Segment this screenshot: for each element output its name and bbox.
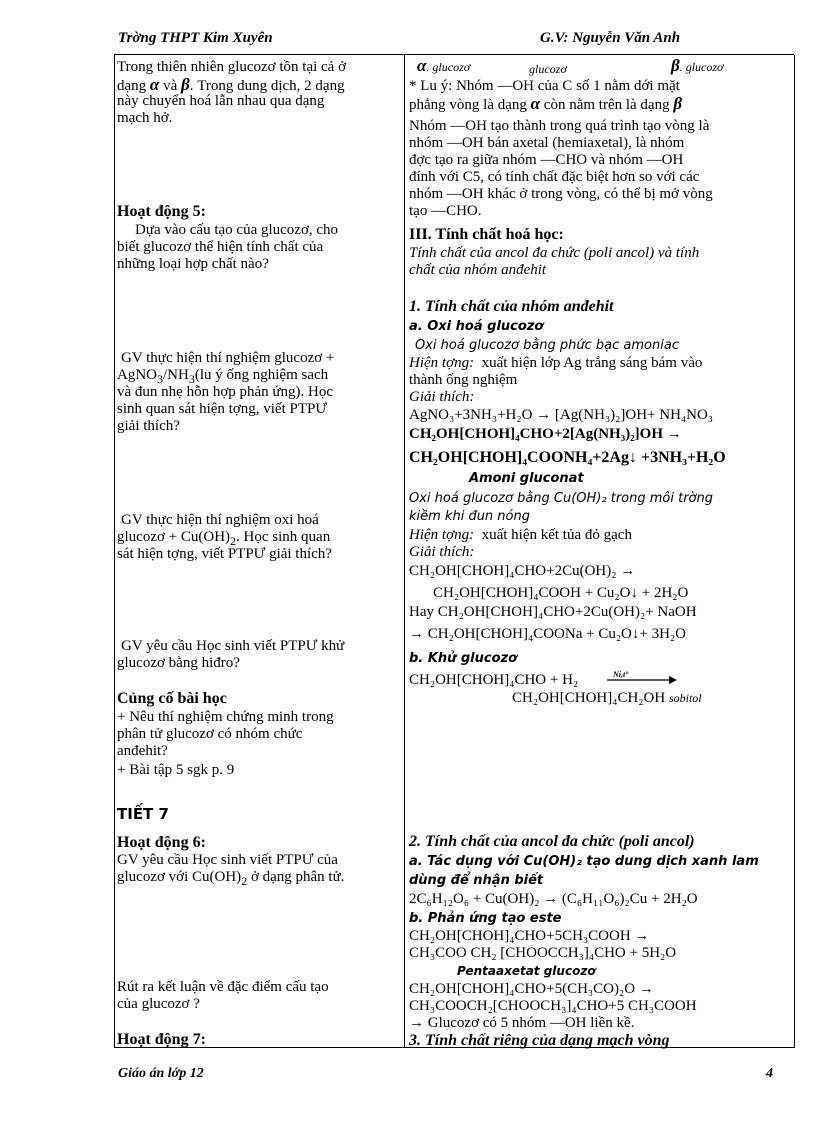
intro-line-3: này chuyển hoá lẫn nhau qua dạng (117, 93, 325, 109)
table-column-divider (404, 55, 405, 1048)
footer-title: Giáo án lớp 12 (118, 1066, 204, 1081)
explain-label-2: Giải thích: (409, 544, 475, 560)
observation-1: Hiện tợng: xuất hiện lớp Ag trắng sáng bám vào (409, 355, 703, 371)
experiment-1-line-5: giải thích? (117, 418, 180, 434)
intro-line-2: dạng α và β. Trong dung dịch, 2 dạng (117, 75, 345, 94)
silver-oxidation-line: Oxi hoá glucozơ bằng phức bạc amoniac (415, 338, 679, 353)
copper-complex-line-1: a. Tác dụng với Cu(OH)₂ tạo dung dịch xanh lam (409, 854, 759, 869)
note-line-2: phẳng vòng là dạng α còn nằm trên là dạng β (409, 94, 683, 113)
copper-complex-line-2: dùng để nhận biết (409, 873, 544, 888)
note-line-1: * Lu ý: Nhóm —OH của C số 1 nằm dới mặt (409, 78, 680, 94)
ammonium-gluconate-label: Amoni gluconat (469, 471, 584, 486)
activity-6-line-2: glucozơ với $Cu(OH)_2$ ở dạng phân tử. (117, 869, 345, 888)
equation-5: CH₂OH[CHOH]₄COOH + Cu₂O↓ + 2H₂O (433, 585, 689, 601)
copper-oxidation-line-2: kiềm khi đun nóng (409, 509, 530, 524)
experiment-1-line-1: GV thực hiện thí nghiệm glucozơ + (121, 350, 335, 366)
beta-glucose-label: β. glucozơ (671, 56, 724, 75)
equation-15: → Glucozơ có 5 nhóm —OH liền kề. (409, 1015, 635, 1031)
review-line-2: phân tử glucozơ có nhóm chức (117, 726, 303, 742)
equation-12: CH₃COO CH₂ [CHOOCCH₃]₄CHO + 5H₂O (409, 945, 677, 961)
page-number: 4 (766, 1066, 773, 1081)
aldehyde-section-title: 1. Tính chất của nhóm anđehit (409, 298, 614, 315)
left-column (117, 0, 402, 1050)
intro-line-1: Trong thiên nhiên glucozơ tồn tại cả ở (117, 59, 347, 75)
experiment-2-line-2: glucozơ + $Cu(OH)_2$. Học sinh quan (117, 529, 331, 548)
open-glucose-label: glucozơ (529, 62, 567, 76)
lesson-7-title: TIẾT 7 (117, 805, 169, 823)
experiment-1-line-3: và đun nhẹ hỗn hợp phản ứng). Học (117, 384, 334, 400)
observation-2: Hiện tợng: xuất hiện kết tủa đỏ gạch (409, 527, 632, 543)
activity-7-title: Hoạt động 7: (117, 1031, 206, 1048)
experiment-2-line-1: GV thực hiện thí nghiệm oxi hoá (121, 512, 319, 528)
activity-5-line-3: những loại hợp chất nào? (117, 256, 269, 272)
activity-6-title: Hoạt động 6: (117, 834, 206, 851)
review-line-3: anđehit? (117, 743, 168, 759)
ester-title: b. Phản ứng tạo este (409, 911, 562, 926)
cyclic-section-title: 3. Tính chất riêng của dạng mạch vòng (409, 1032, 670, 1049)
activity-5-line-2: biết glucozơ thể hiện tính chất của (117, 239, 324, 255)
reaction-arrow (607, 674, 677, 691)
observation-1b: thành ống nghiệm (409, 372, 518, 388)
section-3-sub-2: chất của nhóm anđehit (409, 262, 547, 278)
experiment-1-line-2: $AgNO_3/NH_3(lu$ ý ống nghiệm sach (117, 367, 329, 386)
note-line-5: đợc tạo ra giữa nhóm —CHO và nhóm —OH (409, 152, 684, 168)
table-border-right (794, 55, 795, 1048)
catalyst-label: Ni,t° (613, 670, 629, 679)
equation-2: CH₂OH[CHOH]₄CHO+2[Ag(NH₃)₂]OH → (409, 426, 682, 442)
note-line-7: nhóm —OH khác ở trong vòng, có thể bị mở vòng (409, 186, 713, 202)
equation-4: CH₂OH[CHOH]₄CHO+2Cu(OH)₂ → (409, 563, 636, 579)
equation-7: → CH₂OH[CHOH]₄COONa + Cu₂O↓+ 3H₂O (409, 626, 686, 642)
equation-1: AgNO₃+3NH₃+H₂O → [Ag(NH₃)₂]OH+ NH₄NO₃ (409, 407, 714, 423)
equation-10: 2C₆H₁₂O₆ + Cu(OH)₂ → (C₆H₁₁O₆)₂Cu + 2H₂O (409, 891, 698, 907)
equation-3: CH₂OH[CHOH]₄COONH₄+2Ag↓ +3NH₃+H₂O (409, 449, 726, 466)
alpha-glucose-label: α. glucozơ (417, 56, 471, 75)
activity-5-line-1: Dựa vào cấu tạo của glucozơ, cho (135, 222, 339, 238)
header-teacher: G.V: Nguyễn Văn Anh (540, 30, 681, 46)
polyol-section-title: 2. Tính chất của ancol đa chức (poli ancol) (409, 833, 695, 850)
header-school: Trờng THPT Kim Xuyên (118, 30, 273, 46)
note-line-8: tạo —CHO. (409, 203, 482, 219)
hydrogen-task-line-2: glucozơ bằng hiđro? (117, 655, 240, 671)
equation-13: CH₂OH[CHOH]₄CHO+5(CH₃CO)₂O → (409, 981, 654, 997)
review-line-1: + Nêu thí nghiệm chứng minh trong (117, 709, 334, 725)
experiment-2-line-3: sát hiện tợng, viết PTPƯ giải thích? (117, 546, 332, 562)
arrow-right-icon (607, 674, 677, 686)
activity-5-title: Hoạt động 5: (117, 203, 206, 220)
right-column (409, 0, 793, 1050)
reduction-title: b. Khử glucozơ (409, 651, 518, 666)
oxidation-title: a. Oxi hoá glucozơ (409, 319, 544, 334)
review-title: Củng cố bài học (117, 690, 227, 707)
pentaacetate-label: Pentaaxetat glucozơ (457, 964, 596, 978)
review-line-4: + Bài tập 5 sgk p. 9 (117, 762, 235, 778)
equation-14: CH₃COOCH₂[CHOOCH₃]₄CHO+5 CH₃COOH (409, 998, 697, 1014)
experiment-1-line-4: sinh quan sát hiện tợng, viết PTPƯ (117, 401, 327, 417)
copper-oxidation-line-1: Oxi hoá glucozơ bằng Cu(OH)₂ trong môi trờng (409, 491, 713, 506)
section-3-title: III. Tính chất hoá học: (409, 226, 564, 243)
section-3-sub-1: Tính chất của ancol đa chức (poli ancol) và tính (409, 245, 700, 261)
note-line-6: đính với C5, có tính chất đặc biệt hơn so với các (409, 169, 700, 185)
equation-9: CH₂OH[CHOH]₄CH₂OH sobitol (512, 690, 702, 706)
activity-6-line-1: GV yêu cầu Học sinh viết PTPƯ của (117, 852, 338, 868)
conclusion-line-2: của glucozơ ? (117, 996, 200, 1012)
equation-6: Hay CH₂OH[CHOH]₄CHO+2Cu(OH)₂+ NaOH (409, 604, 697, 620)
equation-8: CH₂OH[CHOH]₄CHO + H₂ (409, 672, 579, 688)
intro-line-4: mạch hở. (117, 110, 173, 126)
note-line-4: nhóm —OH bán axetal (hemiaxetal), là nhóm (409, 135, 685, 151)
equation-11: CH₂OH[CHOH]₄CHO+5CH₃COOH → (409, 928, 650, 944)
table-border-left (114, 55, 115, 1048)
note-line-3: Nhóm —OH tạo thành trong quá trình tạo vòng là (409, 118, 710, 134)
hydrogen-task-line-1: GV yêu cầu Học sinh viết PTPƯ khử (121, 638, 345, 654)
explain-label-1: Giải thích: (409, 389, 475, 405)
conclusion-line-1: Rút ra kết luận về đặc điểm cấu tạo (117, 979, 329, 995)
